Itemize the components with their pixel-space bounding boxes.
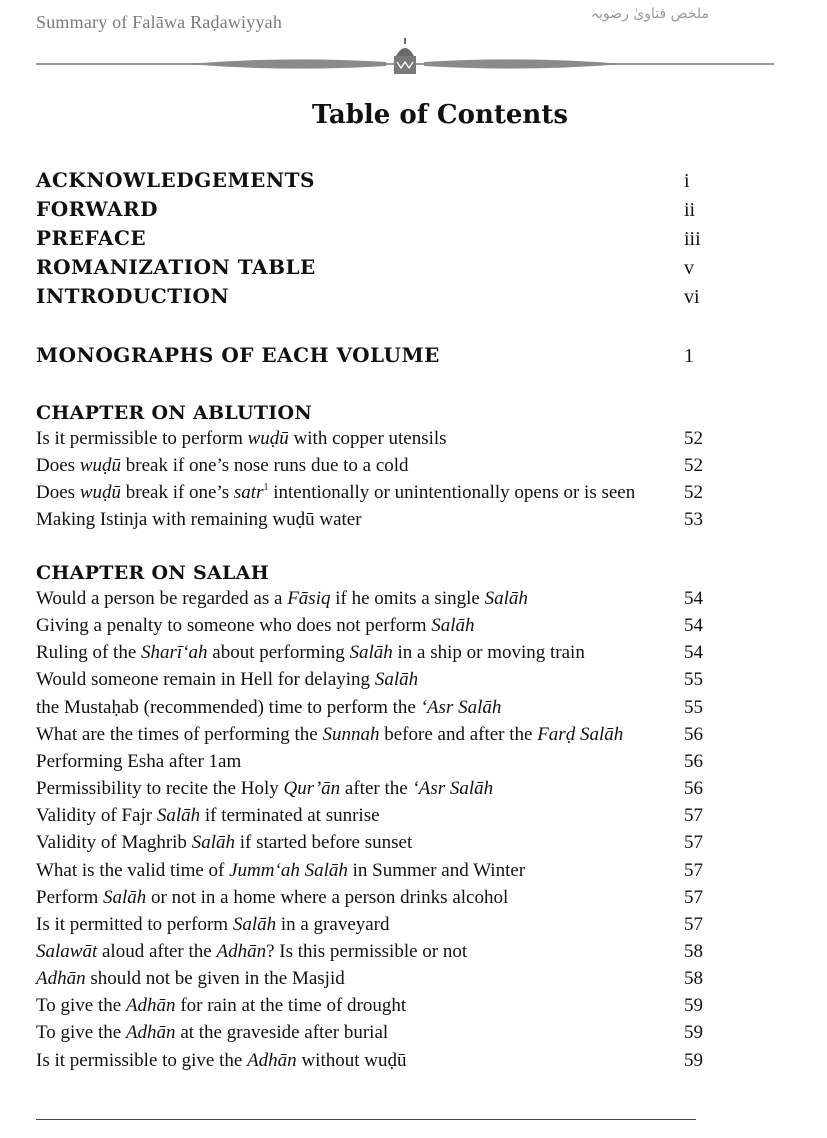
toc-entry[interactable] bbox=[36, 284, 706, 311]
toc-entry-text-em: wuḍū bbox=[79, 455, 121, 476]
toc-entry-page: 53 bbox=[684, 509, 703, 530]
toc-entry-text-pre: Would a person be regarded as a bbox=[36, 588, 288, 609]
toc-entry[interactable] bbox=[36, 697, 706, 724]
toc-entry[interactable] bbox=[36, 914, 706, 941]
ornamental-divider bbox=[36, 38, 774, 80]
toc-entry-text-pre: Making Istinja with remaining wuḍū water bbox=[36, 509, 362, 530]
toc-entry-page: 59 bbox=[684, 995, 703, 1017]
toc-entry-title bbox=[36, 860, 525, 882]
footnote-divider bbox=[36, 1119, 696, 1120]
toc-entry-text-em: Salāh bbox=[232, 913, 277, 935]
toc-entry-page: 52 bbox=[684, 428, 703, 449]
toc-entry-page: v bbox=[684, 257, 694, 279]
toc-entry-text-post: aloud after the bbox=[97, 940, 217, 962]
toc-entry-text-post: after the bbox=[340, 778, 413, 800]
toc-entry-text-pre: Would someone remain in Hell for delaying bbox=[36, 669, 375, 691]
toc-entry-text-pre: Is it permissible to give the bbox=[36, 1049, 248, 1071]
toc-entry-text-post: break if one’s bbox=[121, 482, 234, 503]
toc-entry-text-post: before and after the bbox=[379, 723, 538, 745]
toc-entry-text-pre: Validity of Fajr bbox=[36, 805, 157, 827]
toc-entry[interactable] bbox=[36, 724, 706, 751]
toc-entry-text-em: wuḍū bbox=[247, 428, 289, 449]
toc-entry[interactable] bbox=[36, 941, 706, 968]
toc-entry-page: 59 bbox=[684, 1049, 703, 1071]
toc-entry-page: 59 bbox=[684, 1022, 703, 1044]
toc-entry-title bbox=[36, 724, 623, 746]
toc-entry-title bbox=[36, 941, 467, 963]
toc-entry[interactable] bbox=[36, 615, 706, 642]
toc-entry-text-post2: intentionally or unintentionally opens or is seen bbox=[268, 482, 636, 503]
chapter-heading-ablution: CHAPTER ON ABLUTION bbox=[36, 402, 312, 424]
toc-entry-text-em: Sunnah bbox=[322, 723, 380, 745]
toc-entry-text-pre: To give the bbox=[36, 1022, 126, 1044]
toc-entry-page: 56 bbox=[684, 778, 703, 800]
toc-entry-text-post: should not be given in the Masjid bbox=[85, 968, 345, 990]
toc-entry-text-post: about performing bbox=[207, 642, 350, 664]
toc-entry-title: MONOGRAPHS OF EACH VOLUME bbox=[36, 343, 440, 367]
arabic-calligraphy-mark: ملخص فتاویٰ رضویہ bbox=[590, 6, 709, 22]
toc-entry-text-pre: Is it permissible to perform bbox=[36, 428, 248, 449]
toc-entry-page: 54 bbox=[684, 642, 703, 664]
dome-emblem-icon bbox=[394, 38, 416, 74]
toc-entry-title bbox=[36, 968, 345, 990]
toc-entry[interactable] bbox=[36, 588, 706, 615]
toc-entry-text-em2: Salāh bbox=[349, 642, 393, 664]
toc-entry-text-em: Adhān bbox=[36, 968, 86, 990]
toc-entry[interactable] bbox=[36, 455, 706, 482]
toc-entry-page: i bbox=[684, 170, 690, 192]
toc-entry-text-pre: What is the valid time of bbox=[36, 859, 230, 881]
toc-entry-title bbox=[36, 887, 508, 909]
toc-entry-title bbox=[36, 697, 501, 719]
toc-entry-title bbox=[36, 805, 380, 827]
toc-entry-text-em: Salawāt bbox=[36, 940, 98, 962]
toc-entry-text-em2: satr bbox=[233, 482, 264, 503]
toc-entry-monographs[interactable] bbox=[36, 343, 706, 370]
toc-entry[interactable] bbox=[36, 226, 706, 253]
toc-entry-page: 55 bbox=[684, 696, 703, 718]
toc-entry-text-post: or not in a home where a person drinks alcohol bbox=[146, 886, 509, 908]
toc-entry-page: 57 bbox=[684, 913, 703, 935]
toc-entry[interactable] bbox=[36, 642, 706, 669]
toc-entry-text-sup: 1 bbox=[263, 482, 269, 493]
toc-entry[interactable] bbox=[36, 751, 706, 778]
toc-entry-page: 57 bbox=[684, 832, 703, 854]
toc-entry-text-em: Adhān bbox=[247, 1049, 297, 1071]
toc-entry-text-em2: ‘Asr Salāh bbox=[412, 778, 494, 800]
toc-entry-text-post: if terminated at sunrise bbox=[200, 805, 380, 827]
toc-entry-title bbox=[36, 428, 447, 450]
toc-entry-text-em2: Adhān bbox=[216, 940, 267, 962]
toc-entry-text-post: at the graveside after burial bbox=[175, 1022, 389, 1044]
toc-entry-title bbox=[36, 751, 241, 773]
toc-entry[interactable] bbox=[36, 1050, 706, 1077]
toc-entry-text-pre: Giving a penalty to someone who does not perform bbox=[36, 615, 432, 637]
toc-entry-title bbox=[36, 778, 493, 800]
toc-entry-title: FORWARD bbox=[36, 197, 158, 221]
running-header-title: Summary of Falāwa Raḍawiyyah bbox=[36, 12, 283, 32]
toc-entry-text-post: if started before sunset bbox=[234, 832, 413, 854]
toc-entry-text-post: in Summer and Winter bbox=[347, 859, 526, 881]
toc-entry-text-pre: Validity of Maghrib bbox=[36, 832, 192, 854]
chapter-heading-salah: CHAPTER ON SALAH bbox=[36, 562, 269, 584]
toc-entry-page: 54 bbox=[684, 588, 703, 609]
toc-entry[interactable] bbox=[36, 255, 706, 282]
toc-entry-page: 57 bbox=[684, 859, 703, 881]
toc-entry-page: 54 bbox=[684, 615, 703, 637]
toc-entry-page: 58 bbox=[684, 968, 703, 990]
toc-entry-text-em: wuḍū bbox=[79, 482, 121, 503]
toc-entry-text-pre: To give the bbox=[36, 995, 126, 1017]
toc-entry[interactable] bbox=[36, 482, 706, 509]
toc-entry[interactable] bbox=[36, 1022, 706, 1049]
toc-entry-title bbox=[36, 642, 585, 664]
toc-entry[interactable] bbox=[36, 778, 706, 805]
toc-entry-title bbox=[36, 914, 390, 936]
toc-entry-page: 58 bbox=[684, 940, 703, 962]
toc-entry[interactable] bbox=[36, 860, 706, 887]
toc-entry-text-post2: in a ship or moving train bbox=[392, 642, 585, 664]
toc-entry-title bbox=[36, 995, 406, 1017]
toc-entry-page: iii bbox=[684, 228, 701, 250]
toc-entry-page: 52 bbox=[684, 482, 703, 503]
toc-entry-text-em: Qur’ān bbox=[283, 778, 341, 800]
toc-entry-text-em: Salāh bbox=[431, 615, 475, 637]
toc-entry-title: INTRODUCTION bbox=[36, 284, 230, 308]
toc-entry-text-em2: Farḍ Salāh bbox=[537, 723, 624, 745]
toc-entry-title: PREFACE bbox=[36, 226, 147, 250]
toc-entry-text-post: in a graveyard bbox=[276, 913, 390, 935]
toc-entry-page: ii bbox=[684, 199, 696, 221]
toc-entry-text-post: for rain at the time of drought bbox=[175, 995, 407, 1017]
toc-entry-page: 55 bbox=[684, 669, 703, 691]
toc-entry-text-em: Salāh bbox=[103, 886, 147, 908]
toc-entry-text-em: Adhān bbox=[125, 995, 176, 1017]
toc-entry-page: vi bbox=[684, 286, 700, 308]
toc-entry-text-em: Salāh bbox=[156, 805, 201, 827]
page-title: Table of Contents bbox=[312, 100, 568, 130]
toc-entry-title bbox=[36, 1050, 406, 1072]
toc-entry-page: 57 bbox=[684, 886, 703, 908]
toc-entry[interactable] bbox=[36, 428, 706, 455]
toc-entry-text-em: Adhān bbox=[125, 1022, 176, 1044]
toc-entry-title bbox=[36, 615, 475, 637]
toc-entry[interactable] bbox=[36, 509, 706, 536]
toc-entry-text-post: break if one’s nose runs due to a cold bbox=[121, 455, 409, 476]
toc-entry-title: ROMANIZATION TABLE bbox=[36, 255, 316, 279]
toc-entry-title bbox=[36, 509, 362, 531]
toc-entry-page: 56 bbox=[684, 723, 703, 745]
toc-entry-text-em: Sharī‘ah bbox=[141, 642, 208, 664]
toc-entry[interactable] bbox=[36, 887, 706, 914]
toc-entry-page: 57 bbox=[684, 805, 703, 827]
toc-entry-text-em: Salāh bbox=[191, 832, 235, 854]
toc-entry[interactable] bbox=[36, 968, 706, 995]
toc-entry[interactable] bbox=[36, 168, 706, 195]
toc-entry-text-em: ‘Asr Salāh bbox=[420, 696, 502, 718]
toc-entry-text-pre: Performing Esha after 1am bbox=[36, 750, 242, 772]
toc-entry-text-pre: What are the times of performing the bbox=[36, 723, 323, 745]
toc-entry-text-em: Jumm‘ah Salāh bbox=[229, 859, 348, 881]
toc-entry-page: 1 bbox=[684, 345, 694, 367]
toc-entry-title bbox=[36, 455, 409, 477]
toc-entry[interactable] bbox=[36, 832, 706, 859]
toc-entry-title bbox=[36, 1022, 388, 1044]
toc-entry[interactable] bbox=[36, 995, 706, 1022]
toc-entry-text-post: if he omits a single bbox=[330, 588, 485, 609]
toc-entry-text-post2: ? Is this permissible or not bbox=[266, 940, 468, 962]
toc-entry-page: 52 bbox=[684, 455, 703, 476]
toc-entry-text-pre: Ruling of the bbox=[36, 642, 142, 664]
toc-entry-title bbox=[36, 482, 635, 504]
toc-entry-text-em: Fāsiq bbox=[287, 588, 331, 609]
toc-entry-title bbox=[36, 832, 412, 854]
toc-entry-text-post: with copper utensils bbox=[288, 428, 447, 449]
toc-entry-title bbox=[36, 588, 528, 610]
toc-entry-text-pre: Perform bbox=[36, 886, 104, 908]
toc-entry-text-pre: Permissibility to recite the Holy bbox=[36, 778, 284, 800]
toc-entry-text-pre: Is it permitted to perform bbox=[36, 913, 233, 935]
toc-entry-title bbox=[36, 669, 418, 691]
toc-entry-text-pre: Does bbox=[36, 482, 80, 503]
toc-entry-page: 56 bbox=[684, 750, 703, 772]
toc-entry[interactable] bbox=[36, 669, 706, 696]
toc-entry[interactable] bbox=[36, 197, 706, 224]
toc-entry[interactable] bbox=[36, 805, 706, 832]
toc-entry-text-post: without wuḍū bbox=[296, 1049, 407, 1071]
toc-entry-text-em2: Salāh bbox=[484, 588, 528, 609]
toc-entry-text-pre: Does bbox=[36, 455, 80, 476]
toc-entry-text-pre: the Mustaḥab (recommended) time to perform the bbox=[36, 696, 421, 718]
toc-entry-title: ACKNOWLEDGEMENTS bbox=[36, 168, 315, 192]
toc-entry-text-em: Salāh bbox=[374, 669, 419, 691]
